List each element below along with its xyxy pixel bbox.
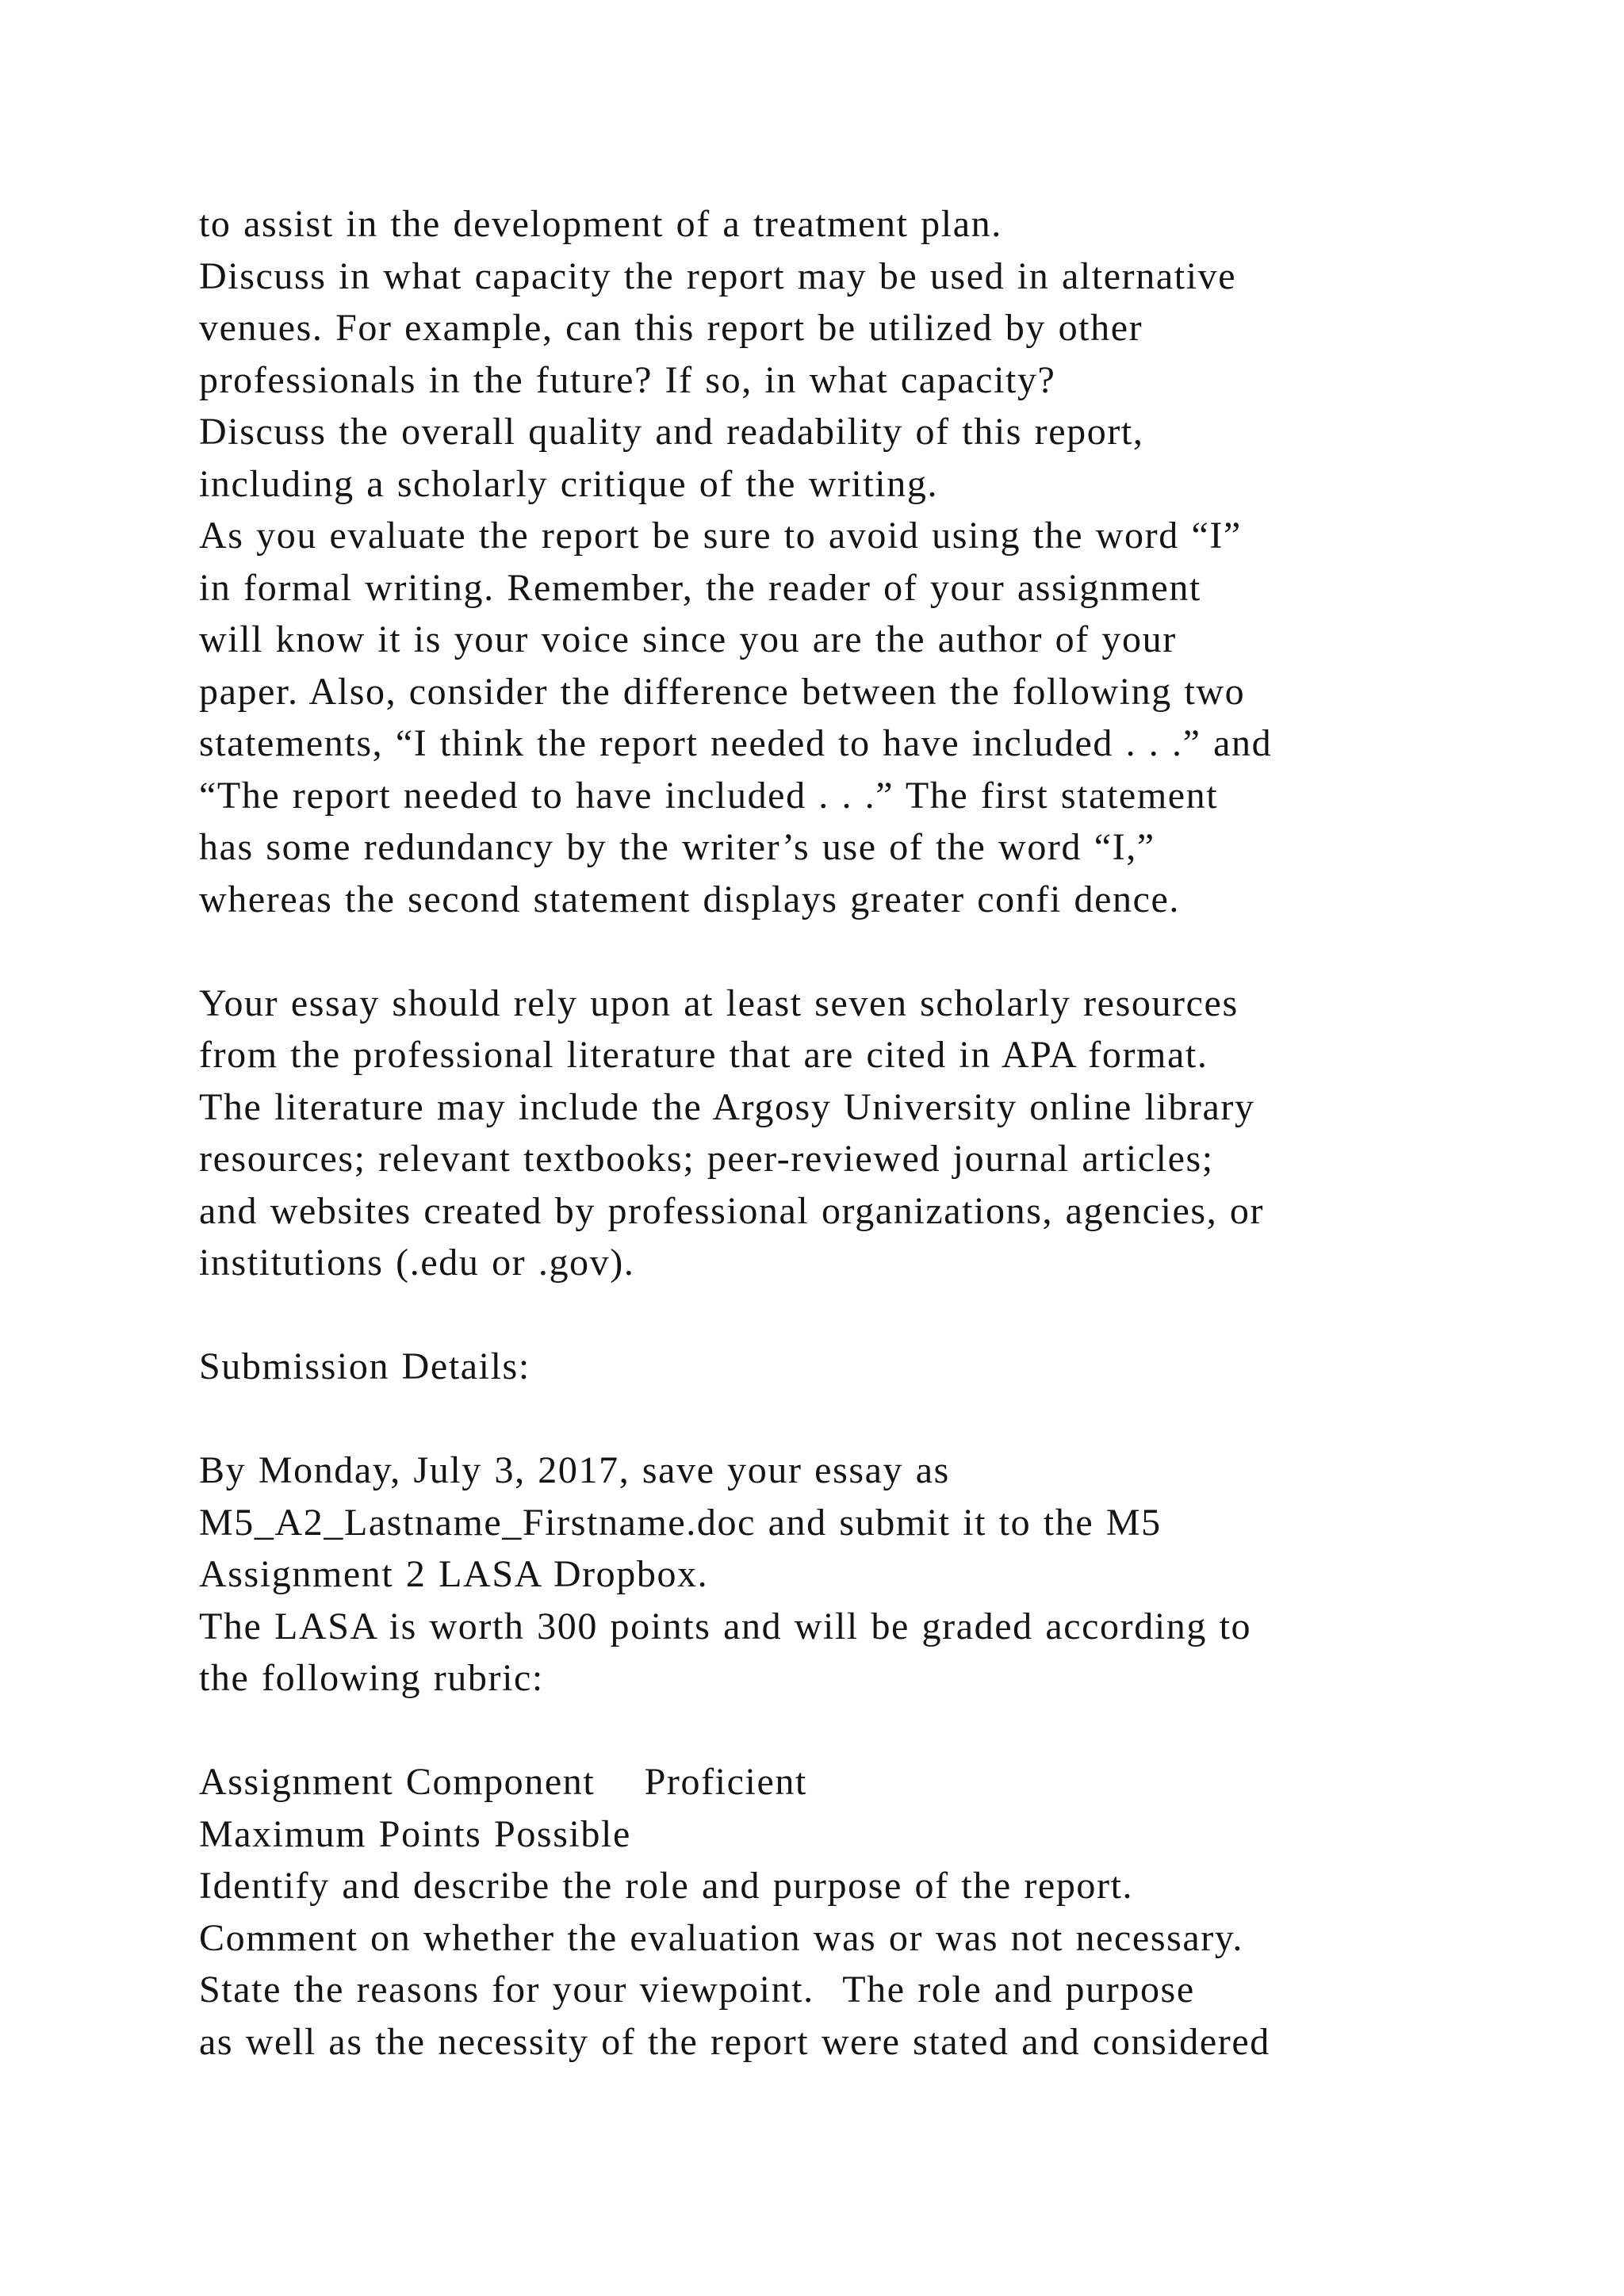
text-line: Comment on whether the evaluation was or was not necessary. — [199, 1916, 1243, 1959]
text-line: as well as the necessity of the report were stated and considered — [199, 2020, 1270, 2063]
text-line: to assist in the development of a treatment plan. — [199, 203, 1002, 245]
text-line: Submission Details: — [199, 1345, 530, 1387]
blank-line — [199, 925, 1595, 978]
text-line: including a scholarly critique of the writing. — [199, 462, 939, 505]
blank-line — [199, 1705, 1595, 1757]
text-line: statements, “I think the report needed to have included . . .” and — [199, 722, 1273, 764]
text-line: Your essay should rely upon at least seven scholarly resources — [199, 982, 1239, 1024]
text-line: As you evaluate the report be sure to avoid using the word “I” — [199, 515, 1242, 557]
text-line: “The report needed to have included . . .” The first statement — [199, 774, 1219, 817]
text-line: Assignment 2 LASA Dropbox. — [199, 1553, 709, 1595]
text-line: whereas the second statement displays greater confi dence. — [199, 878, 1181, 920]
text-line: will know it is your voice since you are the author of your — [199, 618, 1177, 660]
text-line: paper. Also, consider the difference between the following two — [199, 670, 1246, 713]
text-line: Maximum Points Possible — [199, 1812, 631, 1855]
text-line: The LASA is worth 300 points and will be graded according to — [199, 1605, 1252, 1647]
text-line: Discuss in what capacity the report may be used in alternative — [199, 254, 1237, 297]
text-line: Discuss the overall quality and readability of this report, — [199, 411, 1144, 453]
text-line: Assignment Component Proficient — [199, 1761, 807, 1803]
text-line: State the reasons for your viewpoint. The role and purpose — [199, 1969, 1195, 2011]
text-line: By Monday, July 3, 2017, save your essay as — [199, 1449, 950, 1491]
blank-line — [199, 1289, 1595, 1341]
blank-line — [199, 1393, 1595, 1445]
text-line: Identify and describe the role and purpose of the report. — [199, 1865, 1134, 1907]
text-line: from the professional literature that are cited in APA format. — [199, 1034, 1208, 1076]
text-line: professionals in the future? If so, in what capacity? — [199, 358, 1056, 401]
text-line: M5_A2_Lastname_Firstname.doc and submit it to the M5 — [199, 1501, 1162, 1544]
text-line: and websites created by professional organizations, agencies, or — [199, 1189, 1265, 1232]
text-line: The literature may include the Argosy University online library — [199, 1085, 1255, 1128]
text-line: has some redundancy by the writer’s use of the word “I,” — [199, 826, 1155, 868]
text-line: institutions (.edu or .gov). — [199, 1242, 635, 1284]
document-body — [199, 198, 1595, 2068]
text-line: in formal writing. Remember, the reader of your assignment — [199, 566, 1201, 609]
text-line: venues. For example, can this report be utilized by other — [199, 307, 1143, 349]
text-line: the following rubric: — [199, 1657, 544, 1699]
text-line: resources; relevant textbooks; peer-reviewed journal articles; — [199, 1138, 1214, 1180]
